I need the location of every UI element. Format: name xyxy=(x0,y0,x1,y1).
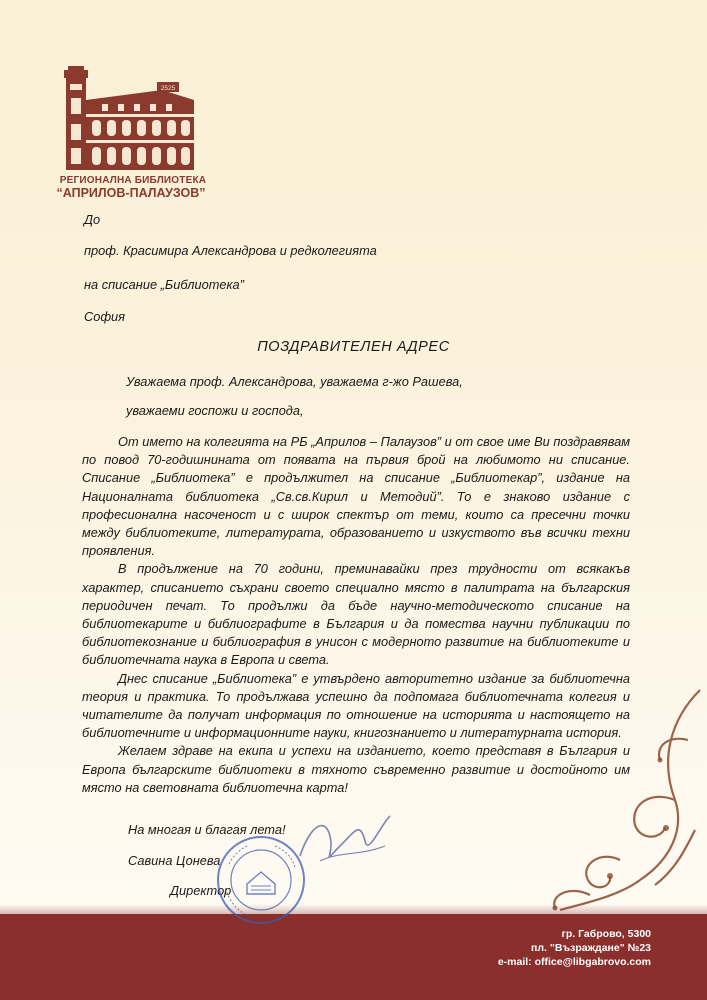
salutation-line-2: уважаеми госпожи и господа, xyxy=(126,403,304,418)
paragraph: Днес списание „Библиотека” е утвърдено авторитетно издание за библиотечна теория и практика. То продължава успешно да подпомага библиотечната колегия и читателите да получат информация по отношение на историята и настоящето на библиотечните и информационните науки, книгознанието и литературната история. xyxy=(82,670,630,741)
signatory-name: Савина Цонева xyxy=(128,853,221,868)
footer-email: e-mail: office@libgabrovo.com xyxy=(497,956,651,968)
salutation-line-1: Уважаема проф. Александрова, уважаема г-жо Рашева, xyxy=(126,374,463,389)
logo-line-2: “АПРИЛОВ-ПАЛАУЗОВ” xyxy=(56,186,206,200)
signatory-position: Директор xyxy=(170,883,232,898)
logo-badge: 2525 xyxy=(160,85,176,92)
addressee-city: София xyxy=(84,309,126,324)
paragraph: От името на колегията на РБ „Априлов – Палаузов” и от свое име Ви поздравявам по повод 70-годишнината от появата на първия брой на любимото ни списание. Списание „Библиотека” е продължител на списание „Библиотекар”, издание на Националната библиотека „Св.св.Кирил и Методий”. То е знаково издание с професионална насоченост и с широк спектър от теми, които са пресечни точки между библиотеките, литературата, образованието и изкуството във всички техни проявления. xyxy=(82,434,630,559)
library-logo xyxy=(56,64,206,200)
addressee-line-2: на списание „Библиотека” xyxy=(84,277,244,292)
footer-city: гр. Габрово, 5300 xyxy=(561,928,651,940)
addressee-line-1: проф. Красимира Александрова и редколегията xyxy=(84,243,377,258)
document-title: ПОЗДРАВИТЕЛЕН АДРЕС xyxy=(257,339,450,355)
footer-street: пл. "Възраждане" №23 xyxy=(531,942,651,954)
closing-wish: На многая и благая лета! xyxy=(128,822,286,837)
logo-line-1: РЕГИОНАЛНА БИБЛИОТЕКА xyxy=(59,175,207,186)
paragraph: Желаем здраве на екипа и успехи на изданието, което представя в България и Европа българските библиотеки в тяхното съвременно развитие и достойното им място на световната библиотечна карта! xyxy=(82,743,630,795)
addressee-to: До xyxy=(84,212,101,227)
floral-ornament xyxy=(470,680,707,920)
round-stamp xyxy=(215,834,307,926)
library-building-icon xyxy=(62,64,202,172)
paragraph: В продължение на 70 години, преминавайки през трудности от всякакъв характер, списанието съхрани своето специално място в палитрата на българския периодичен печат. То продължи да бъде научно-методическото списание на библиотекарите и библиографите в България и да помества научни публикации по библиотекознание и библиография в унисон с модерното развитие на библиотеките и библиотечната наука в Европа и света. xyxy=(82,561,630,668)
